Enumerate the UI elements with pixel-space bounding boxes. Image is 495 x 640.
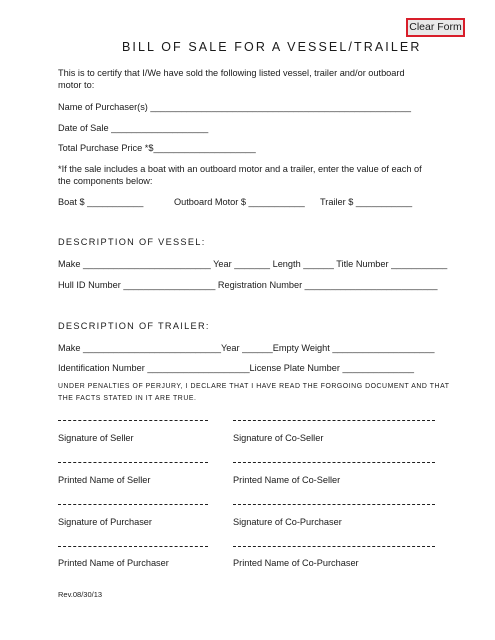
vessel-hull-registration-fields[interactable]: Hull ID Number __________________ Registration Number __________________________ xyxy=(58,280,438,290)
trailer-make-year-weight-fields[interactable]: Make ___________________________Year ______Empty Weight ____________________ xyxy=(58,343,435,353)
co-seller-printed-name-line[interactable] xyxy=(233,462,435,463)
vessel-make-year-length-title-fields[interactable]: Make _________________________ Year _______ Length ______ Title Number ___________ xyxy=(58,259,448,269)
components-note-line-1: *If the sale includes a boat with an outboard motor and a trailer, enter the value of each of xyxy=(58,164,422,174)
co-seller-printed-name-label: Printed Name of Co-Seller xyxy=(233,475,341,485)
trailer-value-field[interactable]: Trailer $ ___________ xyxy=(320,197,413,207)
seller-signature-label: Signature of Seller xyxy=(58,433,134,443)
co-purchaser-signature-line[interactable] xyxy=(233,504,435,505)
form-title: BILL OF SALE FOR A VESSEL/TRAILER xyxy=(122,40,422,54)
components-note-line-2: the components below: xyxy=(58,176,153,186)
clear-form-button[interactable]: Clear Form xyxy=(406,18,465,37)
co-purchaser-signature-label: Signature of Co-Purchaser xyxy=(233,517,342,527)
trailer-identification-plate-fields[interactable]: Identification Number ____________________License Plate Number ______________ xyxy=(58,363,415,373)
purchaser-signature-label: Signature of Purchaser xyxy=(58,517,152,527)
purchaser-signature-line[interactable] xyxy=(58,504,208,505)
vessel-section-heading: DESCRIPTION OF VESSEL: xyxy=(58,237,206,247)
seller-printed-name-label: Printed Name of Seller xyxy=(58,475,151,485)
co-purchaser-printed-name-label: Printed Name of Co-Purchaser xyxy=(233,558,359,568)
co-seller-signature-line[interactable] xyxy=(233,420,435,421)
date-of-sale-field[interactable]: Date of Sale ___________________ xyxy=(58,123,209,133)
purchaser-name-field[interactable]: Name of Purchaser(s) ___________________________________________________ xyxy=(58,102,412,112)
perjury-statement-line-1: UNDER PENALTIES OF PERJURY, I DECLARE THAT I HAVE READ THE FORGOING DOCUMENT AND THAT xyxy=(58,383,450,390)
co-purchaser-printed-name-line[interactable] xyxy=(233,546,435,547)
intro-line-1: This is to certify that I/We have sold the following listed vessel, trailer and/or outboard xyxy=(58,68,405,78)
perjury-statement-line-2: THE FACTS STATED IN IT ARE TRUE. xyxy=(58,395,197,402)
intro-line-2: motor to: xyxy=(58,80,95,90)
purchaser-printed-name-line[interactable] xyxy=(58,546,208,547)
outboard-motor-value-field[interactable]: Outboard Motor $ ___________ xyxy=(174,197,305,207)
boat-value-field[interactable]: Boat $ ___________ xyxy=(58,197,144,207)
revision-date: Rev.08/30/13 xyxy=(58,590,103,599)
total-purchase-price-field[interactable]: Total Purchase Price *$____________________ xyxy=(58,143,256,153)
trailer-section-heading: DESCRIPTION OF TRAILER: xyxy=(58,321,210,331)
purchaser-printed-name-label: Printed Name of Purchaser xyxy=(58,558,169,568)
co-seller-signature-label: Signature of Co-Seller xyxy=(233,433,324,443)
seller-signature-line[interactable] xyxy=(58,420,208,421)
seller-printed-name-line[interactable] xyxy=(58,462,208,463)
